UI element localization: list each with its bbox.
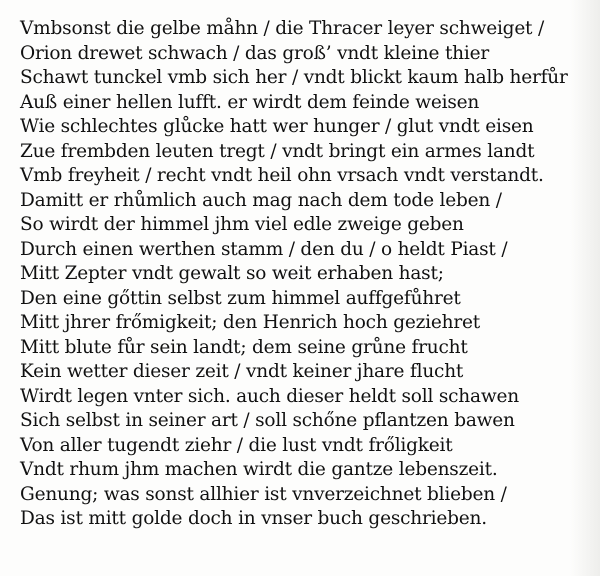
poem-line-3: Schawt tunckel vmb sich her / vndt blickt kaum halb herfůr [20,67,568,88]
poem-line-21: Das ist mitt golde doch in vnser buch geschrieben. [20,508,487,529]
poem-line-9: So wirdt der himmel jhm viel edle zweige geben [20,214,464,235]
poem-line-19: Vndt rhum jhm machen wirdt die gantze lebenszeit. [20,459,498,480]
poem-line-2: Orion drewet schwach / das groß’ vndt kleine thier [20,42,490,64]
poem-line-7: Vmb freyheit / recht vndt heil ohn vrsach vndt verstandt. [20,165,544,186]
paper-edge-texture [570,0,600,576]
poem-line-13: Mitt jhrer frőmigkeit; den Henrich hoch geziehret [20,312,480,333]
poem-line-17: Sich selbst in seiner art / soll schőne pflantzen bawen [20,410,515,431]
poem-line-12: Den eine gőttin selbst zum himmel auffgefůhret [20,287,461,309]
poem-line-14: Mitt blute fůr sein landt; dem seine grůne frucht [20,336,468,358]
poem-line-1: Vmbsonst die gelbe måhn / die Thracer leyer schweiget / [20,18,545,39]
poem-line-20: Genung; was sonst allhier ist vnverzeichnet blieben / [20,483,507,505]
poem-line-6: Zue frembden leuten tregt / vndt bringt ein armes landt [20,140,535,162]
poem-text-block [20,17,590,532]
poem-line-11: Mitt Zepter vndt gewalt so weit erhaben hast; [20,263,444,284]
poem-line-16: Wirdt legen vnter sich. auch dieser heldt soll schawen [20,385,519,407]
poem-line-10: Durch einen werthen stamm / den du / o heldt Piast / [20,238,508,260]
poem-line-18: Von aller tugendt ziehr / die lust vndt frőligkeit [20,434,453,456]
poem-line-8: Damitt er rhůmlich auch mag nach dem tode leben / [20,189,502,211]
poem-line-5: Wie schlechtes glůcke hatt wer hunger / glut vndt eisen [20,116,534,137]
poem-line-15: Kein wetter dieser zeit / vndt keiner jhare flucht [20,361,464,382]
poem-line-4: Auß einer hellen lufft. er wirdt dem feinde weisen [20,91,480,113]
